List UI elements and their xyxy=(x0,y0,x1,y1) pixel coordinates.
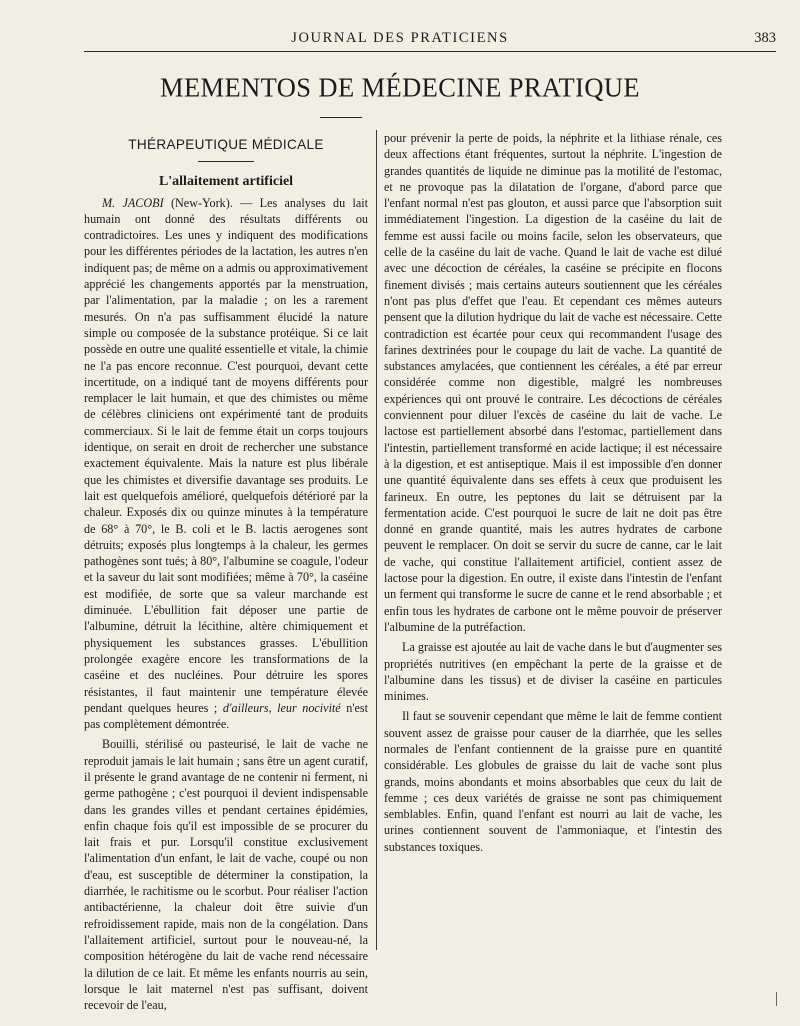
italic-phrase: d'ailleurs, leur nocivité xyxy=(222,700,341,715)
header-rule xyxy=(84,51,776,52)
paragraph-text: (New-York). — Les analyses du lait humain ont donné des résultats différents ou contradictoires. Les unes y indiquent des modifications pour les différentes périodes de la lactation, les autres n'en indiquent pas; de même on a admis ou approximativement apprécié les changements apportés par la menstruation, par l'alimentation, par la maladie ; on les a rarement mesurés. On n'a pas suffisamment élucidé la nature simple ou composée de la substance protéique. Si ce lait possède en outre une qualité essentielle et vitale, la chimie ne l'a pas encore reconnue. C'est pourquoi, devant cette incertitude, on a indiqué tant de moyens différents pour remplacer le lait humain, et que des chimistes ou même de célèbres cliniciens ont expérimenté tant de produits commerciaux. Si le lait de femme était un corps toujours identique, on serait en droit de rechercher une substance exactement équivalente. Mais la nature est plus libérale que les chimistes et diversifie davantage ses produits. Le lait est quelquefois amélioré, quelquefois détérioré par la chaleur. Exposés dix ou quinze minutes à la température de 68° à 70°, le B. coli et le B. lactis aerogenes sont détruits; exposés plus longtemps à la chaleur, les germes pathogènes sont tués; à 80°, l'albumine se coagule, l'odeur et la saveur du lait sont modifiées; même à 70°, la caséine est modifiée, de sorte que sa valeur marchande est diminuée. L'ébullition fait déposer une partie de l'albumine, détruit la lécithine, altère chimiquement et physiquement les substances grasses. L'ébullition prolongée exagère encore les transformations de la caséine et des nucléines. Pour détruire les spores résistantes, il faut maintenir une température élevée pendant quelques heures ; xyxy=(84,195,369,715)
paragraph: pour prévenir la perte de poids, la néphrite et la lithiase rénale, ces deux affections étant fréquentes, surtout la néphrite. L'ingestion de grandes quantités de liquide ne diminue pas la motilité de l'estomac, et ne provoque pas la dilatation de l'organe, d'abord parce que l'enfant normal n'est pas glouton, et aussi parce que l'absorption suit immédiatement l'ingestion. La digestion de la caséine du lait de femme est aussi facile ou moins facile, selon les observateurs, que celle de la caséine du lait de vache. Quand le lait de vache est dilué avec une décoction de céréales, la caséine se précipite en flocons finement divisés ; mais certains auteurs soutiennent que les céréales n'ont pas plus d'effet que l'eau. Et cependant ces mêmes auteurs pensent que la dilution hydrique du lait de vache est nécessaire. Cette contradiction est écartée pour ceux qui recommandent l'usage des farines dextrinées pour le coupage du lait de vache. La quantité de substances amylacées, que contiennent les céréales, a été par erreur considérée comme non digestible, malgré les nombreuses expériences qui ont prouvé le contraire. Les décoctions de céréales conviennent pour diluer l'excès de caséine du lait de vache. Le lactose est partiellement absorbé dans l'estomac, partiellement dans l'intestin, partiellement transformé en acide lactique; il est nécessaire à la digestion, et est antiseptique. Mais il est impossible d'en donner une quantité équivalente dans ses effets à ceux que produisent les farineux. En outre, les peptones du lait se détruisent par la fermentation acide. C'est pourquoi le sucre de lait ne doit pas être donné en grande quantité, mais les autres hydrates de carbone peuvent le remplacer. On doit se servir du sucre de canne, car le lait de vache, qui constitue l'allaitement artificiel, contient assez de lactose pour la digestion. En outre, il existe dans l'intestin de l'enfant un ferment qui transforme le sucre de canne et le rend absorbable ; et enfin tous les hydrates de carbone ont le même pouvoir de préserver l'albumine de la putréfaction. xyxy=(384,131,722,634)
paragraph: Bouilli, stérilisé ou pasteurisé, le lait de vache ne reproduit jamais le lait humain ; sans être un agent curatif, il présente le grand avantage de ne contenir ni ferment, ni germe pathogène ; c'est pourquoi il devient indispensable dans les grandes villes et pendant certaines épidémies, enfin chaque fois qu'il est impossible de se procurer du lait frais et pur. Lorsqu'il constitue exclusivement l'alimentation d'un enfant, le lait de vache, coupé ou non d'eau, est susceptible de déterminer la constipation, la diarrhée, le rachitisme ou le scorbut. Pour réaliser l'action antibactérienne, la chaleur doit être suivie d'un refroidissement rapide, mais non de la congélation. Dans l'allaitement artificiel, surtout pour le nouveau-né, la composition hétérogène du lait de vache rend nécessaire la dilution de ce lait. Et même les enfants nourris au sein, lorsque le lait maternel n'est pas suffisant, doivent recevoir de l'eau, xyxy=(84,737,368,1013)
margin-mark xyxy=(776,992,777,1006)
section-title: THÉRAPEUTIQUE MÉDICALE xyxy=(128,137,324,152)
paragraph xyxy=(84,195,368,733)
left-column xyxy=(84,130,368,1013)
section-rule xyxy=(198,161,254,162)
paragraph: La graisse est ajoutée au lait de vache dans le but d'augmenter ses propriétés nutritives (en empêchant la perte de la graisse et de l'albumine dans les tissus) et de diviser la caséine en particules minimes. xyxy=(384,640,722,704)
journal-name: JOURNAL DES PRATICIENS xyxy=(291,30,509,46)
paragraph: Il faut se souvenir cependant que même le lait de femme contient souvent assez de graisse pour causer de la diarrhée, que les selles normales de l'enfant contiennent de la graisse pure en quantité considérable. Les globules de graisse du lait de vache sont plus grands, moins abondants et moins absorbables que ceux du lait de femme ; ces deux variétés de graisse ne sont pas chimiquement semblables. Enfin, quand l'enfant est nourri au lait de vache, les urines contiennent souvent de l'ammoniaque, et l'intestin des substances toxiques. xyxy=(384,709,722,854)
paragraph-text: n'est pas complètement démontrée. xyxy=(84,700,368,732)
right-column xyxy=(384,130,722,855)
article-title: L'allaitement artificiel xyxy=(158,174,294,190)
author-name: M. JACOBI xyxy=(102,195,164,210)
title-rule xyxy=(320,117,362,118)
column-divider xyxy=(376,130,377,950)
page-title: MEMENTOS DE MÉDECINE PRATIQUE xyxy=(159,71,640,103)
page-number: 383 xyxy=(754,30,776,46)
running-head xyxy=(0,22,800,52)
